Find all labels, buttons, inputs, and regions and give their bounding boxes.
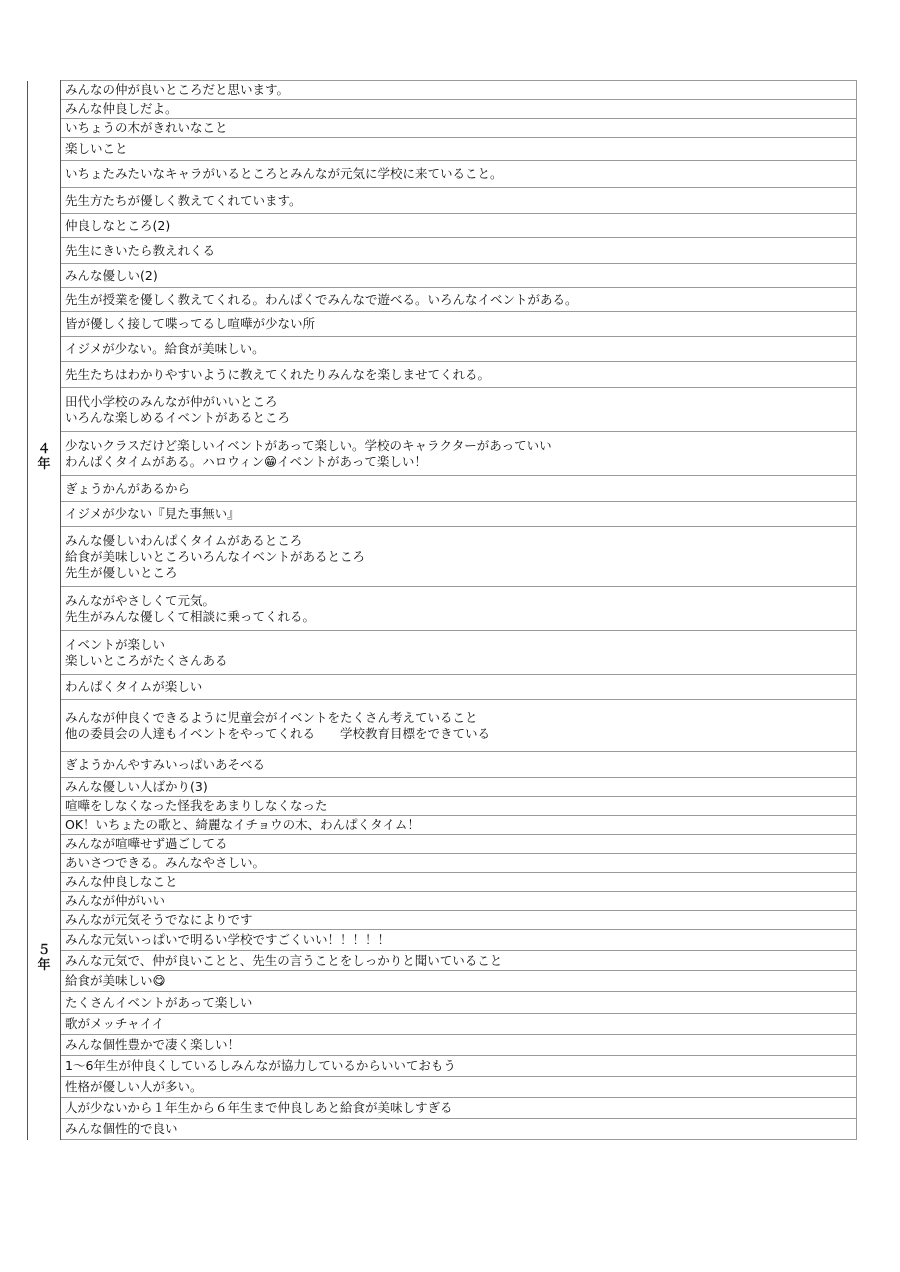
table-row — [28, 911, 857, 930]
comment-cell: みんな優しいわんぱくタイムがあるところ 給食が美味しいところいろんなイベントがあるところ 先生が優しいところ — [61, 527, 857, 587]
table-row — [28, 288, 857, 312]
comment-cell: いちょうの木がきれいなこと — [61, 119, 857, 138]
comment-cell: みんな元気で、仲が良いことと、先生の言うことをしっかりと聞いていること — [61, 951, 857, 971]
comment-cell: 1〜6年生が仲良くしているしみんなが協力しているからいいておもう — [61, 1056, 857, 1077]
grade-label-text: ５ 年 — [37, 943, 51, 973]
comment-cell: みんな元気いっぱいで明るい学校ですごくいい！！！！！ — [61, 930, 857, 951]
comment-cell: あいさつできる。みんなやさしい。 — [61, 854, 857, 873]
comment-cell: みんなが仲がいい — [61, 892, 857, 911]
comment-cell: みんな個性的で良い — [61, 1119, 857, 1140]
table-row — [28, 797, 857, 816]
comment-cell: みんな優しい人ばかり(3) — [61, 778, 857, 797]
table-row — [28, 119, 857, 138]
table-row — [28, 388, 857, 432]
comment-cell: みんな仲良しなこと — [61, 873, 857, 892]
table-row — [28, 1056, 857, 1077]
table-row — [28, 100, 857, 119]
comment-cell: みんな仲良しだよ。 — [61, 100, 857, 119]
grade-label-text: ４ 年 — [37, 442, 51, 472]
table-row — [28, 161, 857, 188]
comment-cell: 人が少ないから１年生から６年生まで仲良しあと給食が美味しすぎる — [61, 1098, 857, 1119]
comment-cell: みんな優しい(2) — [61, 264, 857, 288]
comment-cell: みんなが仲良くできるように児童会がイベントをたくさん考えていること 他の委員会の人達もイベントをやってくれる 学校教育目標をできている — [61, 700, 857, 752]
table-row — [28, 992, 857, 1014]
table-row — [28, 778, 857, 797]
comment-cell: イジメが少ない『見た事無い』 — [61, 502, 857, 527]
table-row — [28, 1014, 857, 1035]
comment-cell: 田代小学校のみんなが仲がいいところ いろんな楽しめるイベントがあるところ — [61, 388, 857, 432]
grade-label — [28, 778, 61, 1140]
table-row — [28, 700, 857, 752]
comment-cell: みんなが喧嘩せず過ごしてる — [61, 835, 857, 854]
table-row — [28, 1077, 857, 1098]
comment-cell: 喧嘩をしなくなった怪我をあまりしなくなった — [61, 797, 857, 816]
comments-table — [27, 80, 857, 1140]
comment-cell: 仲良しなところ(2) — [61, 214, 857, 238]
comment-cell: 楽しいこと — [61, 138, 857, 161]
table-row — [28, 631, 857, 675]
table-row — [28, 675, 857, 700]
grade-label — [28, 138, 61, 778]
grade-label — [28, 81, 61, 138]
table-row — [28, 238, 857, 264]
comment-cell: 給食が美味しい😋 — [61, 971, 857, 992]
table-row — [28, 752, 857, 778]
comment-cell: 先生たちはわかりやすいように教えてくれたりみんなを楽しませてくれる。 — [61, 362, 857, 388]
table-row — [28, 587, 857, 631]
comment-cell: 歌がメッチャイイ — [61, 1014, 857, 1035]
table-row — [28, 816, 857, 835]
comment-cell: 先生が授業を優しく教えてくれる。わんぱくでみんなで遊べる。いろんなイベントがある。 — [61, 288, 857, 312]
table-row — [28, 312, 857, 337]
comment-cell: ぎようかんやすみいっぱいあそべる — [61, 752, 857, 778]
table-row — [28, 476, 857, 502]
comment-cell: 先生にきいたら教えれくる — [61, 238, 857, 264]
comment-cell: たくさんイベントがあって楽しい — [61, 992, 857, 1014]
table-row — [28, 188, 857, 214]
comment-cell: みんなが元気そうでなによりです — [61, 911, 857, 930]
table-row — [28, 971, 857, 992]
table-row — [28, 835, 857, 854]
table-row — [28, 264, 857, 288]
survey-page — [27, 80, 857, 1140]
comment-cell: 皆が優しく接して喋ってるし喧嘩が少ない所 — [61, 312, 857, 337]
table-row — [28, 138, 857, 161]
comment-cell: 少ないクラスだけど楽しいイベントがあって楽しい。学校のキャラクターがあっていい わんぱくタイムがある。ハロウィン😁イベントがあって楽しい！ — [61, 432, 857, 476]
comment-cell: いちょたみたいなキャラがいるところとみんなが元気に学校に来ていること。 — [61, 161, 857, 188]
comment-cell: ぎょうかんがあるから — [61, 476, 857, 502]
table-row — [28, 1098, 857, 1119]
table-row — [28, 930, 857, 951]
table-row — [28, 527, 857, 587]
comment-cell: イベントが楽しい 楽しいところがたくさんある — [61, 631, 857, 675]
table-row — [28, 951, 857, 971]
table-row — [28, 214, 857, 238]
table-row — [28, 432, 857, 476]
comment-cell: わんぱくタイムが楽しい — [61, 675, 857, 700]
table-row — [28, 854, 857, 873]
comment-cell: イジメが少ない。給食が美味しい。 — [61, 337, 857, 362]
table-row — [28, 502, 857, 527]
table-row — [28, 1119, 857, 1140]
table-row — [28, 873, 857, 892]
table-row — [28, 892, 857, 911]
table-row — [28, 1035, 857, 1056]
table-row — [28, 81, 857, 100]
comment-cell: みんなの仲が良いところだと思います。 — [61, 81, 857, 100]
table-row — [28, 337, 857, 362]
comment-cell: みんながやさしくて元気。 先生がみんな優しくて相談に乗ってくれる。 — [61, 587, 857, 631]
table-row — [28, 362, 857, 388]
comment-cell: みんな個性豊かで凄く楽しい！ — [61, 1035, 857, 1056]
comment-cell: OK！いちょたの歌と、綺麗なイチョウの木、わんぱくタイム！ — [61, 816, 857, 835]
comment-cell: 先生方たちが優しく教えてくれています。 — [61, 188, 857, 214]
comment-cell: 性格が優しい人が多い。 — [61, 1077, 857, 1098]
